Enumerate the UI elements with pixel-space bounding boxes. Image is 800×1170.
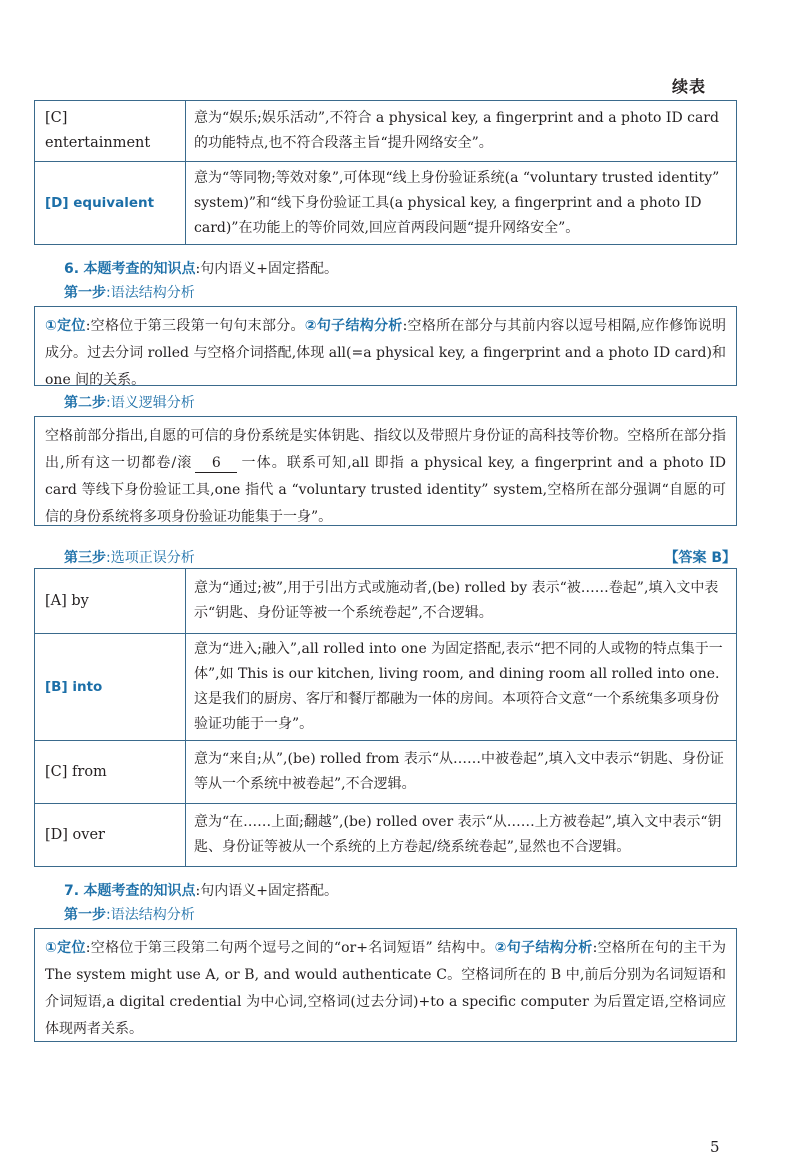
q6-step-1: 第一步:语法结构分析	[64, 285, 195, 301]
option-key-correct: [B] into	[35, 634, 186, 741]
option-explanation: 意为“来自;从”,(be) rolled from 表示“从……中被卷起”,填入文中表示“钥匙、身份证等从一个系统中被卷起”,不合逻辑。	[186, 741, 737, 804]
option-key: [C] from	[35, 741, 186, 804]
semantic-text-before: 空格前部分指出,自愿的可信的身份系统是实体钥匙、指纹以及带照片身份证的高科技等价物。空格所在部分指出,所有这一切都卷/滚	[45, 428, 726, 471]
option-explanation: 意为“等同物;等效对象”,可体现“线上身份验证系统(a “voluntary trusted identity” system)”和“线下身份验证工具(a physical key, a fingerprint and a photo ID card)”在功能上的等价同效,回应首两段问题“提升网络安全”。	[186, 162, 737, 245]
option-key: [D] over	[35, 804, 186, 867]
q6-grammar-analysis-box	[34, 306, 737, 386]
option-explanation: 意为“通过;被”,用于引出方式或施动者,(be) rolled by 表示“被……卷起”,填入文中表示“钥匙、身份证等被一个系统卷起”,不合逻辑。	[186, 569, 737, 634]
q7-grammar-analysis-box	[34, 928, 737, 1042]
knowledge-point-label: 本题考查的知识点	[83, 883, 196, 899]
answer-blank: 6	[195, 454, 237, 473]
knowledge-point-text: :句内语义+固定搭配。	[195, 883, 338, 899]
knowledge-point-text: :句内语义+固定搭配。	[195, 261, 338, 277]
locate-text: :空格位于第三段第二句两个逗号之间的“or+名词短语” 结构中。	[85, 940, 495, 956]
locate-label: ①定位	[45, 940, 86, 956]
question-7-heading	[64, 880, 338, 900]
options-table-continued	[34, 100, 737, 245]
structure-label: ②句子结构分析	[304, 318, 403, 334]
locate-text: :空格位于第三段第一句句末部分。	[85, 318, 305, 334]
answer-badge: 【答案 B】	[664, 550, 736, 566]
q7-step-1: 第一步:语法结构分析	[64, 907, 195, 923]
structure-text: :空格所在句的主干为 The system might use A, or B, and would authenticate C。空格词所在的 B 中,前后分别为名词短语和介词短语,a digital credential 为中心词,空格词(过去分词)+to a specific computer 为后置定语,空格词应体现两者关系。	[45, 940, 727, 1037]
locate-label: ①定位	[45, 318, 86, 334]
question-number: 7.	[64, 883, 80, 899]
q6-options-table	[34, 568, 737, 867]
table-row	[35, 569, 737, 634]
structure-text: :空格所在部分与其前内容以逗号相隔,应作修饰说明成分。过去分词 rolled 与空格介词搭配,体现 all(=a physical key, a fingerprint and a photo ID card)和 one 间的关系。	[45, 318, 727, 388]
semantic-text-after: 一体。联系可知,all 即指 a physical key, a fingerprint and a photo ID card 等线下身份验证工具,one 指代 a “voluntary trusted identity” system,空格所在部分强调“自愿的可信的身份系统将多项身份验证功能集于一身”。	[45, 455, 726, 525]
table-row	[35, 101, 737, 162]
page-number: 5	[710, 1138, 720, 1156]
option-explanation: 意为“在……上面;翻越”,(be) rolled over 表示“从……上方被卷起”,填入文中表示“钥匙、身份证等被从一个系统的上方卷起/绕系统卷起”,显然也不合逻辑。	[186, 804, 737, 867]
option-explanation: 意为“进入;融入”,all rolled into one 为固定搭配,表示“把不同的人或物的特点集于一体”,如 This is our kitchen, living room, and dining room all rolled into one. 这是我们的厨房、客厅和餐厅都融为一体的房间。本项符合文意“一个系统集多项身份验证功能于一身”。	[186, 634, 737, 741]
continued-table-label: 续表	[672, 77, 707, 96]
q6-semantic-analysis-box	[34, 416, 737, 526]
table-row	[35, 741, 737, 804]
table-row	[35, 804, 737, 867]
q6-step-2: 第二步:语义逻辑分析	[64, 395, 195, 411]
option-key: [C] entertainment	[35, 101, 186, 162]
table-row	[35, 634, 737, 741]
option-key: [A] by	[35, 569, 186, 634]
table-row	[35, 162, 737, 245]
q6-step-3: 第三步:选项正误分析	[64, 550, 195, 566]
structure-label: ②句子结构分析	[494, 940, 593, 956]
option-key-correct: [D] equivalent	[35, 162, 186, 245]
question-6-heading	[64, 258, 338, 278]
option-explanation: 意为“娱乐;娱乐活动”,不符合 a physical key, a fingerprint and a photo ID card 的功能特点,也不符合段落主旨“提升网络安全”。	[186, 101, 737, 162]
question-number: 6.	[64, 261, 80, 277]
knowledge-point-label: 本题考查的知识点	[83, 261, 196, 277]
